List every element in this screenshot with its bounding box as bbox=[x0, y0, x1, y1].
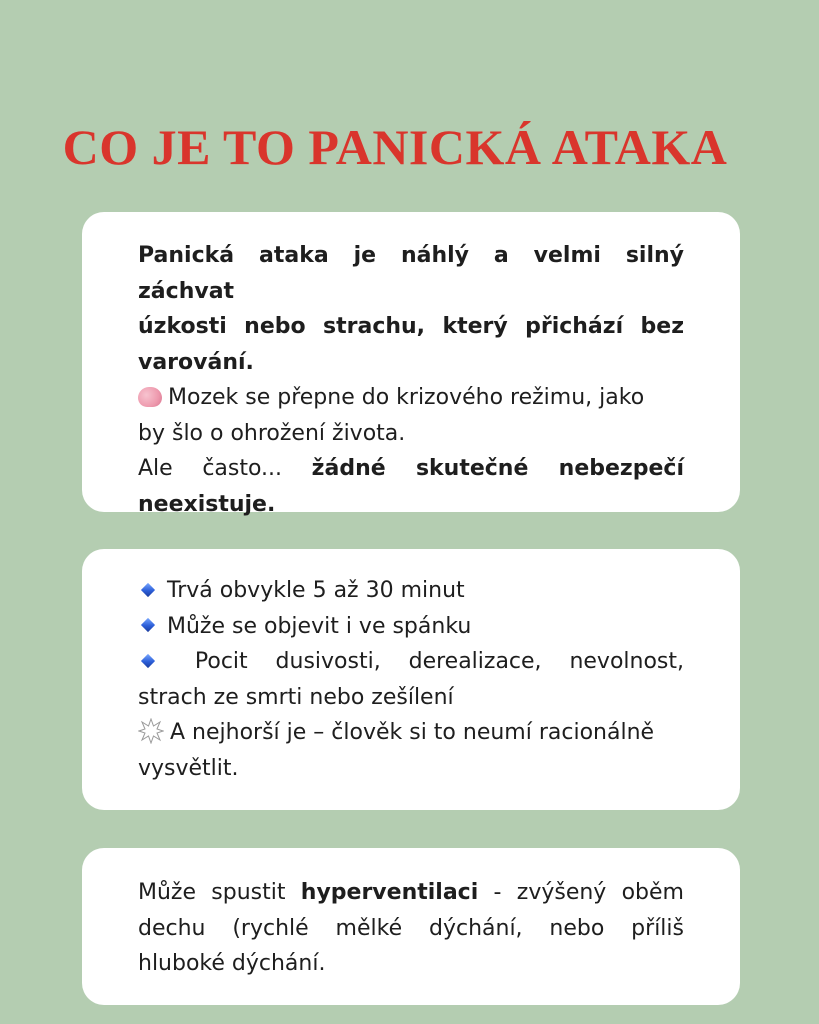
list-item-text: Trvá obvykle 5 až 30 minut bbox=[167, 578, 465, 603]
symptoms-card bbox=[82, 549, 740, 810]
blue-diamond-icon bbox=[141, 653, 155, 667]
list-item bbox=[138, 715, 684, 751]
definition-line-2: úzkosti nebo strachu, který přichází bez bbox=[138, 314, 684, 339]
hyperventilation-keyword: hyperventilaci bbox=[300, 880, 479, 905]
definition-card bbox=[82, 212, 740, 517]
brain-line bbox=[138, 380, 684, 416]
list-item bbox=[138, 644, 684, 680]
definition-line-6-bold: žádné skutečné nebezpečí bbox=[311, 456, 684, 481]
hyperventilation-line-3: hluboké dýchání. bbox=[138, 951, 326, 976]
definition-line-6 bbox=[138, 451, 684, 487]
list-item-text: Pocit dusivosti, derealizace, nevolnost, bbox=[194, 649, 684, 674]
brain-icon bbox=[138, 387, 162, 407]
hyperventilation-line-1-prefix: Může spustit bbox=[138, 880, 286, 905]
hyperventilation-line-2: dechu (rychlé mělké dýchání, nebo příliš bbox=[138, 915, 684, 941]
definition-line-5: by šlo o ohrožení života. bbox=[138, 420, 406, 446]
hyperventilation-line-1-suffix: - zvýšený oběm bbox=[493, 880, 684, 905]
hyperventilation-card bbox=[82, 848, 740, 1005]
definition-line-6-prefix: Ale často... bbox=[138, 456, 283, 481]
list-item-text: A nejhorší je – člověk si to neumí racionálně bbox=[170, 720, 655, 745]
brain-line-text: Mozek se přepne do krizového režimu, jako bbox=[168, 385, 645, 410]
blue-diamond-icon bbox=[141, 618, 155, 632]
page-title: CO JE TO PANICKÁ ATAKA bbox=[62, 119, 728, 175]
anger-burst-icon bbox=[138, 718, 164, 744]
list-item-text: Může se objevit i ve spánku bbox=[167, 613, 472, 639]
definition-line-1: Panická ataka je náhlý a velmi silný záchvat bbox=[138, 243, 684, 304]
blue-diamond-icon bbox=[141, 582, 155, 596]
definition-line-7: neexistuje. bbox=[138, 491, 276, 517]
hyperventilation-line-1 bbox=[138, 875, 684, 911]
list-item bbox=[138, 609, 684, 645]
list-item bbox=[138, 573, 684, 609]
definition-line-3: varování. bbox=[138, 349, 254, 375]
list-item-continuation: strach ze smrti nebo zešílení bbox=[138, 684, 454, 710]
list-item-continuation: vysvětlit. bbox=[138, 755, 239, 781]
